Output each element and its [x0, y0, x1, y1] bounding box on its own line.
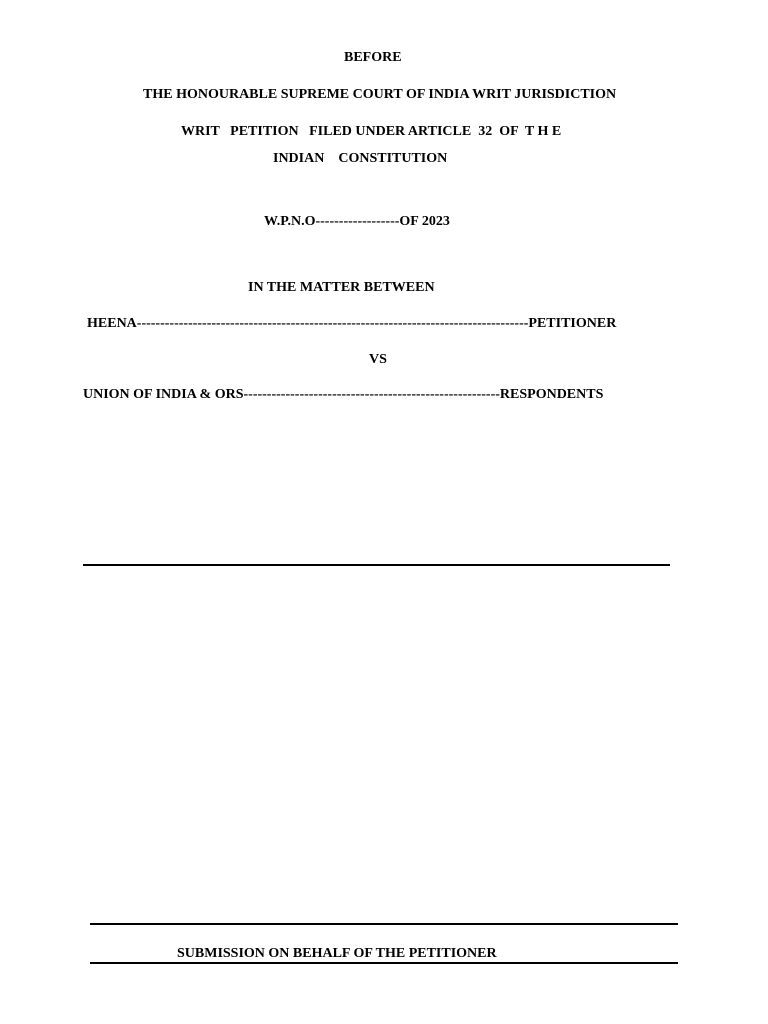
submission-top-rule: [90, 923, 678, 925]
versus-label: VS: [369, 352, 387, 367]
petition-title-line-2: INDIAN CONSTITUTION: [273, 151, 448, 166]
divider-rule: [83, 564, 670, 566]
before-heading: BEFORE: [344, 50, 402, 65]
matter-heading: IN THE MATTER BETWEEN: [248, 280, 435, 295]
respondent-line: UNION OF INDIA & ORS-------------------------------------------------------RESPONDENTS: [83, 387, 604, 402]
petition-title-line-1: WRIT PETITION FILED UNDER ARTICLE 32 OF T H E: [181, 124, 562, 139]
case-number: W.P.N.O------------------OF 2023: [264, 214, 450, 229]
submission-bottom-rule: [90, 962, 678, 964]
petitioner-line: HEENA------------------------------------------------------------------------------------PETITIONER: [87, 316, 617, 331]
court-heading: THE HONOURABLE SUPREME COURT OF INDIA WRIT JURISDICTION: [143, 87, 617, 102]
submission-heading: SUBMISSION ON BEHALF OF THE PETITIONER: [177, 946, 497, 961]
